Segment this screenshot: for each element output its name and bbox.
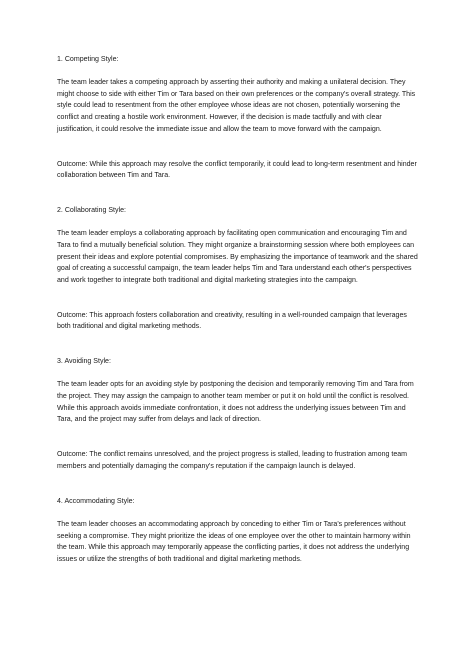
section-outcome: Outcome: While this approach may resolve the conflict temporarily, it could lead to long-term resentment and hinder collaboration between Tim and Tara. [57,160,417,180]
section-collaborating [57,205,419,356]
section-avoiding [57,356,419,496]
spacer [57,286,419,309]
section-outcome: Outcome: The conflict remains unresolved, and the project progress is stalled, leading to frustration among team members and potentially damaging the company's reputation if the campaign launch is delayed. [57,451,408,470]
section-competing [57,54,419,205]
section-heading: 3. Avoiding Style: [57,358,111,366]
document-content [57,54,419,565]
section-heading: 4. Accommodating Style: [57,497,135,505]
section-accommodating [57,496,419,566]
spacer [57,182,419,205]
section-heading: 2. Collaborating Style: [57,207,126,215]
section-body: The team leader chooses an accommodating approach by conceding to either Tim or Tara's preferences without seeking a compromise. They might prioritize the ideas of one employee over the other to maintain harmony within the team. While this approach may temporarily appease the conflicting parties, it does not address the underlying issues or utilize the strengths of both traditional and digital marketing methods. [57,520,411,563]
spacer [57,426,419,449]
section-outcome: Outcome: This approach fosters collaboration and creativity, resulting in a well-rounded campaign that leverages both traditional and digital marketing methods. [57,311,407,331]
section-heading: 1. Competing Style: [57,56,119,63]
spacer [57,135,419,158]
spacer [57,472,419,495]
section-body: The team leader takes a competing approach by asserting their authority and making a unilateral decision. They might choose to side with either Tim or Tara based on their own preferences or the company's overall strategy. This style could lead to resentment from the other employee whose ideas are not chosen, potentially worsening the conflict and creating a hostile work environment. However, if the decision is made tactfully and with clear justification, it could resolve the immediate issue and allow the team to move forward with the campaign. [57,79,416,133]
section-body: The team leader employs a collaborating approach by facilitating open communication and encouraging Tim and Tara to find a mutually beneficial solution. They might organize a brainstorming session where both employees can present their ideas and explore potential compromises. By emphasizing the importance of teamwork and the shared goal of creating a successful campaign, the team leader helps Tim and Tara understand each other's perspectives and work together to integrate both traditional and digital marketing strategies into the campaign. [57,230,418,284]
spacer [57,333,419,356]
section-body: The team leader opts for an avoiding style by postponing the decision and temporarily removing Tim and Tara from the project. They may assign the campaign to another team member or put it on hold until the conflict is resolved. While this approach avoids immediate confrontation, it does not address the underlying issues between Tim and Tara, and the project may suffer from delays and lack of direction. [57,381,414,424]
